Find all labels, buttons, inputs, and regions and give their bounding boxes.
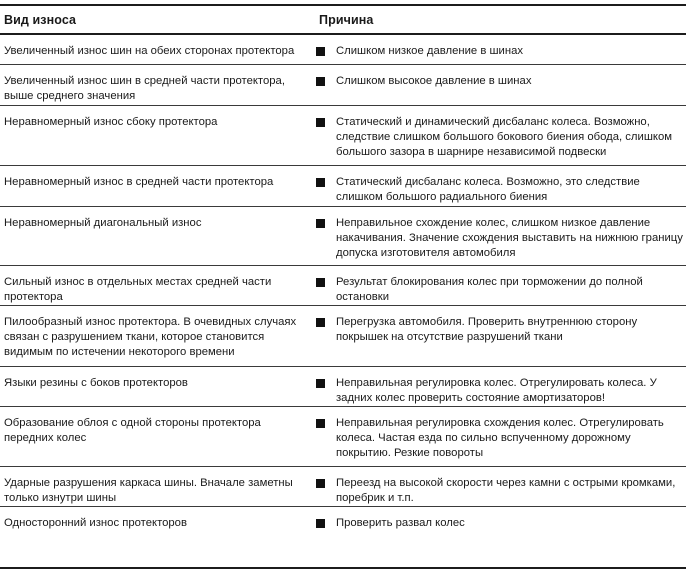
wear-type-cell: Неравномерный износ сбоку протектора xyxy=(4,116,218,128)
square-bullet-icon xyxy=(316,47,325,56)
table-row xyxy=(0,106,686,166)
cause-cell: Неправильное схождение колес, слишком низкое давление накачивания. Значение схождения выставить на нижнюю границу допуска изготовителя автомобиля xyxy=(306,216,686,261)
wear-type-cell: Неравномерный диагональный износ xyxy=(4,217,202,229)
header-cause: Причина xyxy=(319,12,374,27)
cause-cell: Перегрузка автомобиля. Проверить внутреннюю сторону покрышек на отсутствие разрушений ткани xyxy=(306,315,686,345)
square-bullet-icon xyxy=(316,118,325,127)
square-bullet-icon xyxy=(316,178,325,187)
table-row xyxy=(0,207,686,266)
square-bullet-icon xyxy=(316,318,325,327)
wear-type-cell: Образование облоя с одной стороны протектора передних колес xyxy=(4,417,261,444)
cause-cell: Слишком высокое давление в шинах xyxy=(306,74,686,89)
cause-cell: Неправильная регулировка схождения колес. Отрегулировать колеса. Частая езда по сильно вспученному дорожному покрытию. Резкие повороты xyxy=(306,416,686,461)
square-bullet-icon xyxy=(316,419,325,428)
wear-type-cell: Пилообразный износ протектора. В очевидных случаях связан с разрушением ткани, которое становится видимым по истечении некоторого времени xyxy=(4,316,297,358)
tire-wear-table xyxy=(0,4,686,569)
cause-cell: Слишком низкое давление в шинах xyxy=(306,44,686,59)
table-row xyxy=(0,35,686,65)
square-bullet-icon xyxy=(316,519,325,528)
table-row xyxy=(0,507,686,569)
header-wear-type: Вид износа xyxy=(4,12,77,27)
wear-type-cell: Сильный износ в отдельных местах средней части протектора xyxy=(4,276,272,303)
square-bullet-icon xyxy=(316,379,325,388)
table-row xyxy=(0,65,686,106)
table-header xyxy=(0,6,686,35)
cause-cell: Результат блокирования колес при торможении до полной остановки xyxy=(306,275,686,305)
wear-type-cell: Ударные разрушения каркаса шины. Вначале заметны только изнутри шины xyxy=(4,477,293,504)
wear-type-cell: Односторонний износ протекторов xyxy=(4,517,187,529)
table-row xyxy=(0,407,686,467)
wear-type-cell: Языки резины с боков протекторов xyxy=(4,377,188,389)
square-bullet-icon xyxy=(316,479,325,488)
wear-type-cell: Увеличенный износ шин на обеих сторонах протектора xyxy=(4,45,295,57)
cause-cell: Статический дисбаланс колеса. Возможно, это следствие слишком большого радиального биения xyxy=(306,175,686,205)
cause-cell: Переезд на высокой скорости через камни с острыми кромками, поребрик и т.п. xyxy=(306,476,686,506)
square-bullet-icon xyxy=(316,278,325,287)
table-row xyxy=(0,367,686,407)
wear-type-cell: Неравномерный износ в средней части протектора xyxy=(4,176,274,188)
wear-type-cell: Увеличенный износ шин в средней части протектора, выше среднего значения xyxy=(4,75,285,102)
table-row xyxy=(0,166,686,207)
table-row xyxy=(0,266,686,306)
table-row xyxy=(0,467,686,507)
cause-cell: Статический и динамический дисбаланс колеса. Возможно, следствие слишком большого бокового биения обода, слишком большого зазора в шарнире независимой подвески xyxy=(306,115,686,160)
cause-cell: Проверить развал колес xyxy=(306,516,686,531)
square-bullet-icon xyxy=(316,219,325,228)
table-row xyxy=(0,306,686,367)
cause-cell: Неправильная регулировка колес. Отрегулировать колеса. У задних колес проверить состояние амортизаторов! xyxy=(306,376,686,406)
square-bullet-icon xyxy=(316,77,325,86)
